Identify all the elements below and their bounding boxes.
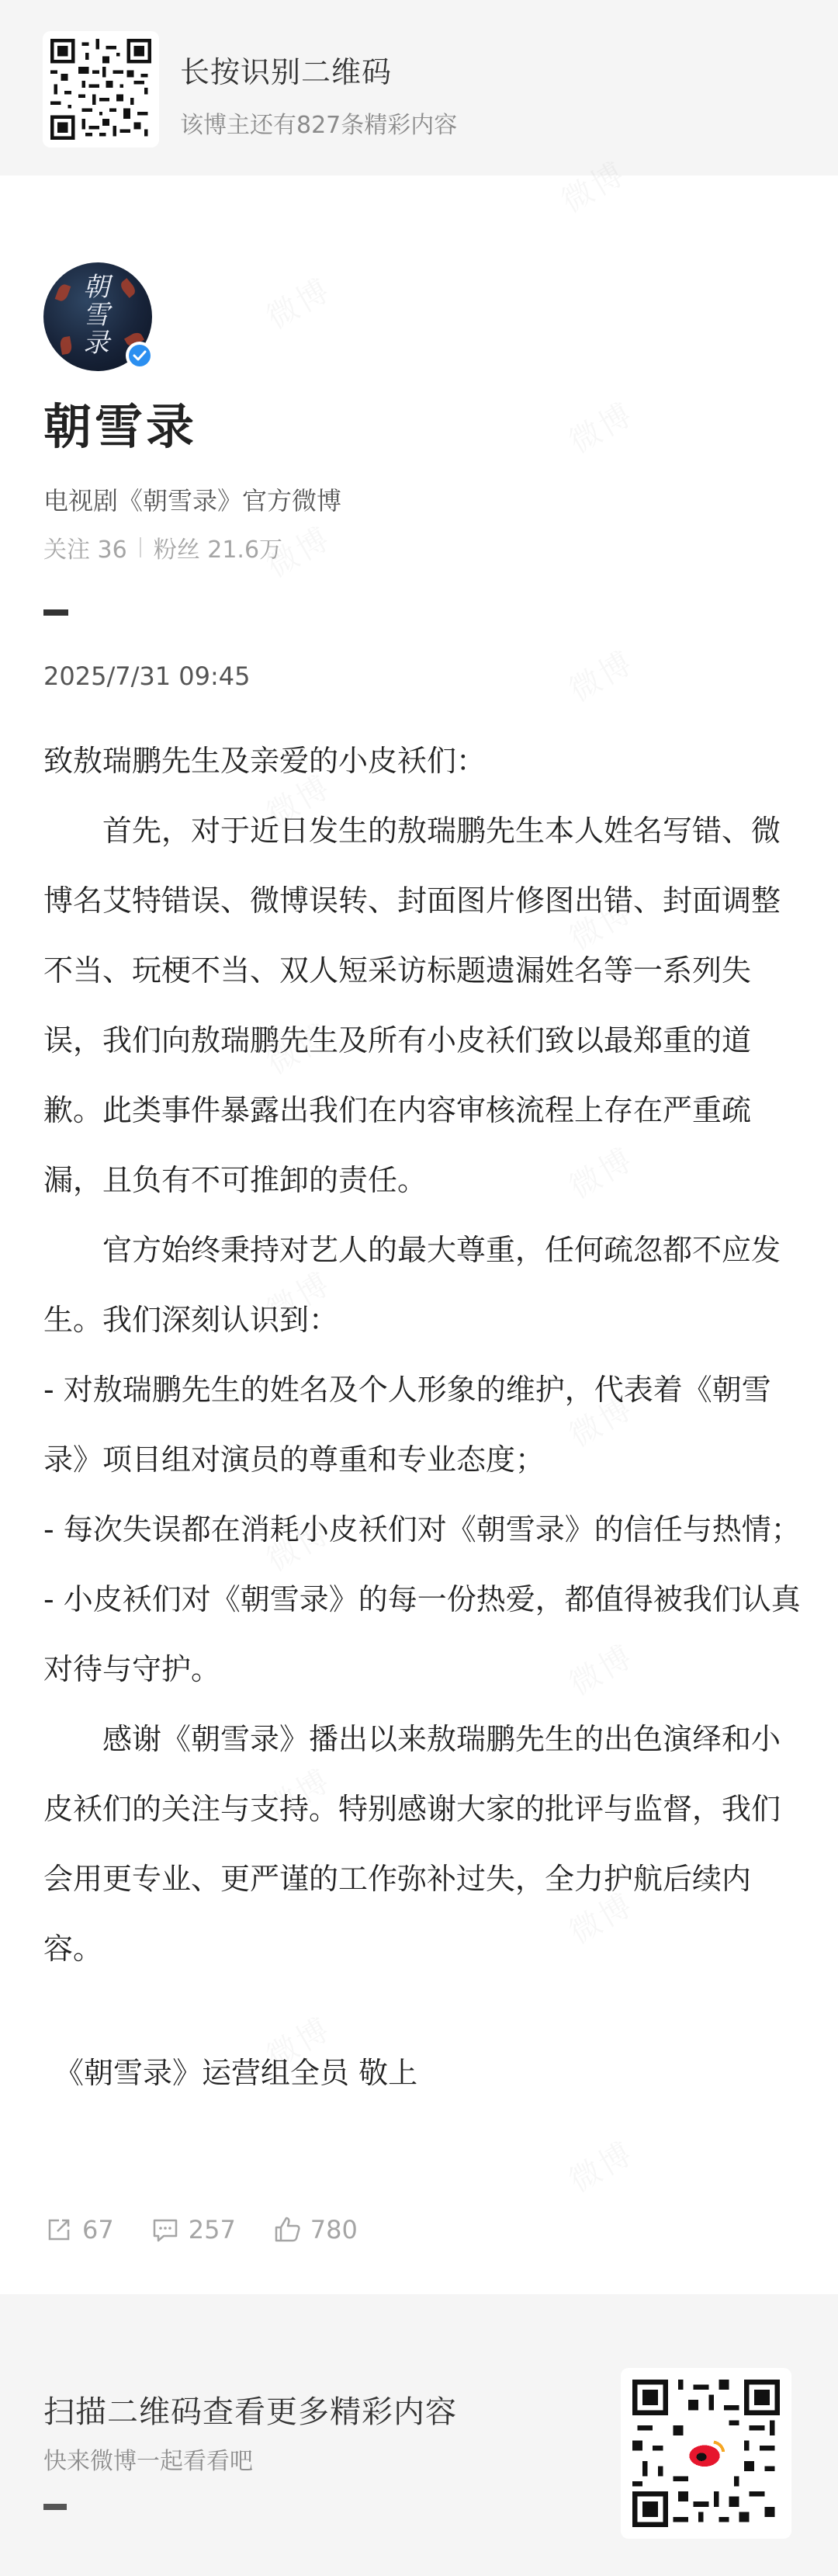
repost-icon — [43, 2214, 74, 2245]
bottom-banner-subtitle: 快来微博一起看看吧 — [43, 2448, 253, 2475]
profile-name[interactable]: 朝雪录 — [43, 398, 198, 455]
weibo-qr-code-icon[interactable] — [621, 2368, 791, 2539]
post-timestamp: 2025/7/31 09:45 — [43, 661, 251, 691]
following-count[interactable]: 关注 36 — [43, 536, 127, 564]
watermark — [560, 2129, 642, 2201]
leaf-decoration — [55, 283, 71, 302]
watermark — [560, 638, 642, 710]
post-spacer — [43, 1984, 801, 2038]
avatar-calligraphy: 朝雪录 — [83, 272, 109, 359]
post-list-item: - 对敖瑞鹏先生的姓名及个人形象的维护，代表着《朝雪录》项目组对演员的尊重和专业态度； — [43, 1373, 771, 1477]
profile-description: 电视剧《朝雪录》官方微博 — [43, 486, 342, 516]
comment-icon — [150, 2214, 181, 2245]
stats-divider — [140, 537, 141, 557]
post-list-item: - 小皮袄们对《朝雪录》的每一份热爱，都值得被我们认真对待与守护。 — [43, 1582, 801, 1686]
leaf-decoration — [59, 336, 73, 355]
profile-stats — [43, 530, 282, 564]
leaf-decoration — [119, 278, 138, 298]
post-paragraph: 官方始终秉持对艺人的最大尊重，任何疏忽都不应发生。我们深刻认识到： — [43, 1233, 781, 1337]
repost-button[interactable] — [43, 2214, 114, 2245]
followers-count[interactable]: 粉丝 21.6万 — [153, 536, 283, 564]
banner-subtitle: 该博主还有827条精彩内容 — [180, 112, 458, 139]
thumbs-up-icon — [272, 2214, 303, 2245]
bottom-divider — [43, 2504, 67, 2510]
section-divider — [43, 609, 68, 616]
watermark — [258, 266, 339, 338]
post-body — [43, 726, 801, 2108]
like-button[interactable] — [272, 2214, 358, 2245]
banner-title: 长按识别二维码 — [180, 55, 393, 89]
watermark — [560, 390, 642, 462]
verified-badge-icon — [126, 342, 154, 370]
post-paragraph: 感谢《朝雪录》播出以来敖瑞鹏先生的出色演绎和小皮袄们的关注与支持。特别感谢大家的批评与监督，我们会用更专业、更严谨的工作弥补过失，全力护航后续内容。 — [43, 1722, 781, 1966]
post-list-item: - 每次失误都在消耗小皮袄们对《朝雪录》的信任与热情； — [43, 1512, 801, 1547]
post-greeting: 致敖瑞鹏先生及亲爱的小皮袄们： — [43, 744, 487, 778]
top-qr-banner[interactable] — [0, 0, 838, 175]
like-count: 780 — [310, 2215, 358, 2244]
bottom-banner-title: 扫描二维码查看更多精彩内容 — [43, 2394, 457, 2430]
comment-button[interactable] — [150, 2214, 236, 2245]
post-actions — [43, 2214, 393, 2245]
qr-code-icon[interactable] — [43, 31, 159, 148]
comment-count: 257 — [188, 2215, 236, 2244]
repost-count: 67 — [82, 2215, 114, 2244]
post-paragraph: 首先，对于近日发生的敖瑞鹏先生本人姓名写错、微博名艾特错误、微博误转、封面图片修图出错、封面调整不当、玩梗不当、双人短采访标题遗漏姓名等一系列失误，我们向敖瑞鹏先生及所有小皮袄们致以最郑重的道歉。此类事件暴露出我们在内容审核流程上存在严重疏漏，且负有不可推卸的责任。 — [43, 814, 781, 1197]
post-signoff: 《朝雪录》运营组全员 敬上 — [54, 2056, 418, 2090]
bottom-qr-banner[interactable] — [0, 2294, 838, 2576]
